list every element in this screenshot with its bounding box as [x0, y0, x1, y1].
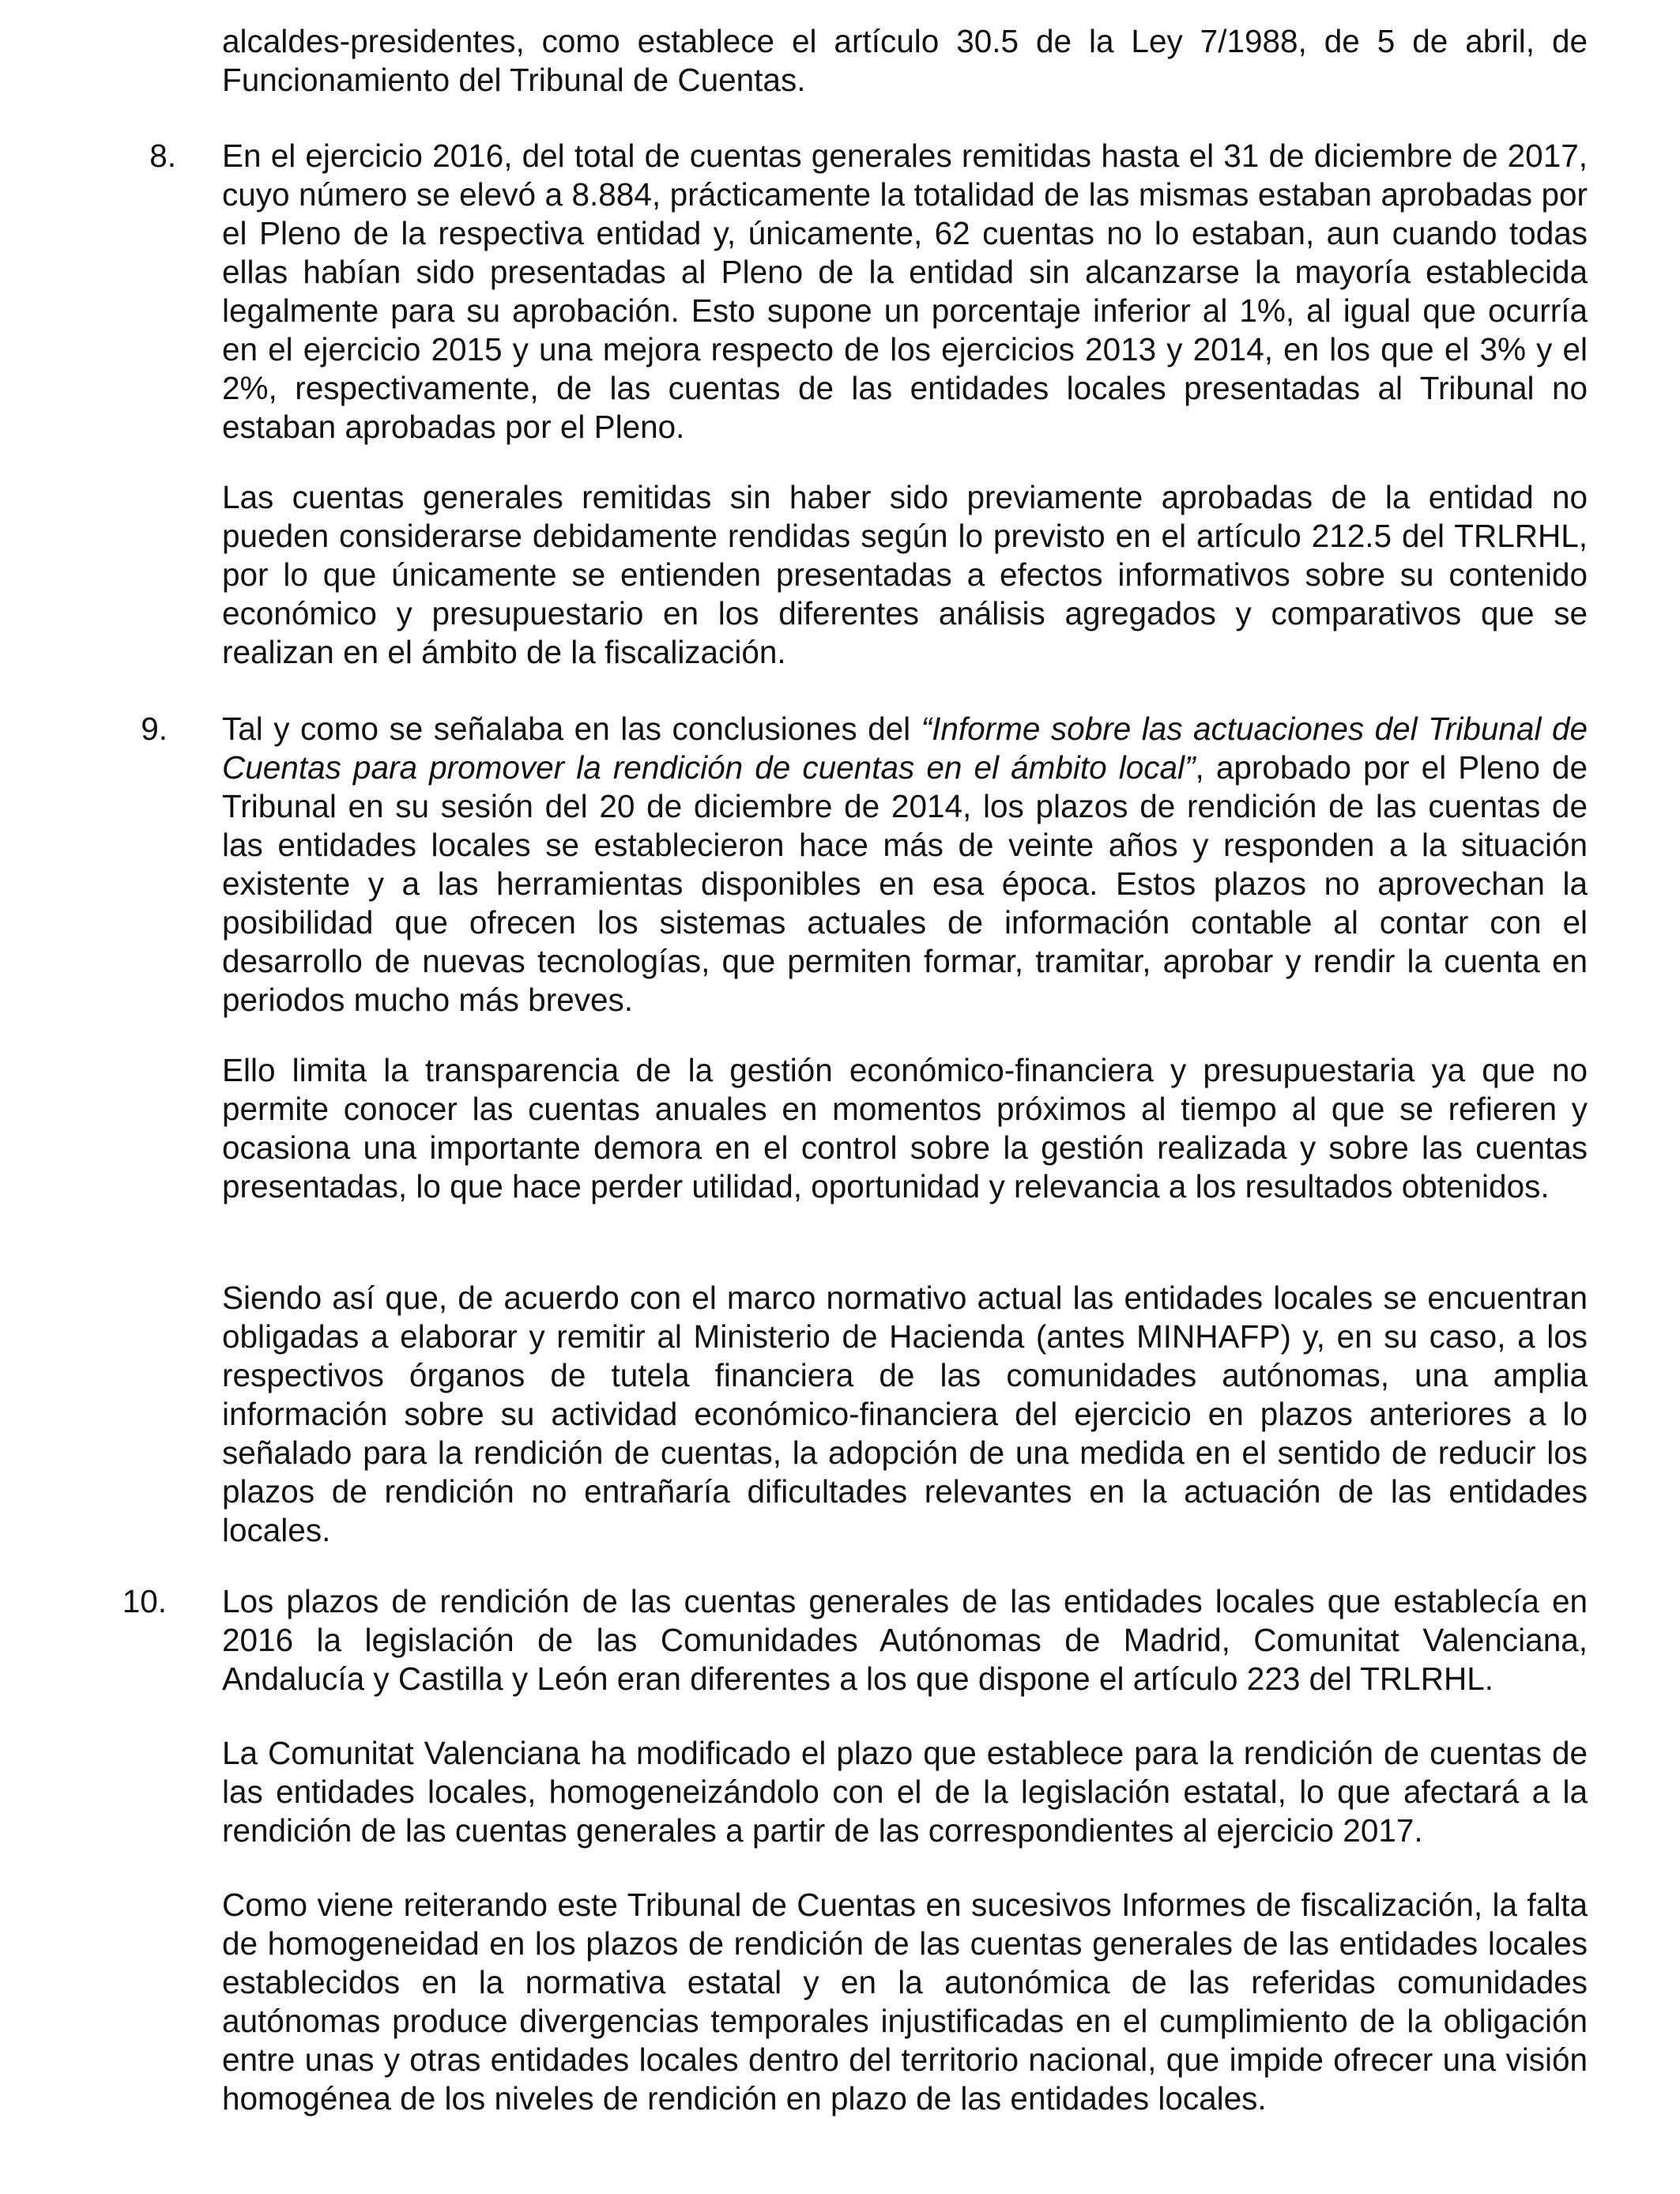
- paragraph-9-second: Ello limita la transparencia de la gestión económico-financiera y presupuestaria ya que no permite conocer las cuentas anuales en momentos próximos al tiempo al que se refieren y ocasiona una importante demora en el control sobre la gestión realizada y sobre las cuentas presentadas, lo que hace perder utilidad, oportunidad y relevancia a los resultados obtenidos.: [222, 1052, 1588, 1204]
- paragraph-9: [222, 710, 1588, 1020]
- paragraph-9-third: Siendo así que, de acuerdo con el marco normativo actual las entidades locales se encuentran obligadas a elaborar y remitir al Ministerio de Hacienda (antes MINHAFP) y, en su caso, a los respectivos órganos de tutela financiera de las comunidades autónomas, una amplia información sobre su actividad económico-financiera del ejercicio en plazos anteriores a lo señalado para la rendición de cuentas, la adopción de una medida en el sentido de reducir los plazos de rendición no entrañaría dificultades relevantes en la actuación de las entidades locales.: [222, 1280, 1588, 1548]
- paragraph-continuation: alcaldes-presidentes, como establece el artículo 30.5 de la Ley 7/1988, de 5 de abril, de Funcionamiento del Tribunal de Cuentas.: [222, 23, 1588, 98]
- paragraph-10-second: La Comunitat Valenciana ha modificado el plazo que establece para la rendición de cuentas de las entidades locales, homogeneizándolo con el de la legislación estatal, lo que afectará a la rendición de las cuentas generales a partir de las correspondientes al ejercicio 2017.: [222, 1735, 1588, 1849]
- paragraph-8-second: Las cuentas generales remitidas sin haber sido previamente aprobadas de la entidad no pueden considerarse debidamente rendidas según lo previsto en el artículo 212.5 del TRLRHL, por lo que únicamente se entienden presentadas a efectos informativos sobre su contenido económico y presupuestario en los diferentes análisis agregados y comparativos que se realizan en el ámbito de la fiscalización.: [222, 479, 1588, 670]
- paragraph-10-third: Como viene reiterando este Tribunal de Cuentas en sucesivos Informes de fiscalización, la falta de homogeneidad en los plazos de rendición de las cuentas generales de las entidades locales establecidos en la normativa estatal y en la autonómica de las referidas comunidades autónomas produce divergencias temporales injustificadas en el cumplimiento de la obligación entre unas y otras entidades locales dentro del territorio nacional, que impide ofrecer una visión homogénea de los niveles de rendición en plazo de las entidades locales.: [222, 1887, 1588, 2117]
- paragraph-number-9: 9.: [141, 711, 168, 747]
- paragraph-number-8: 8.: [149, 138, 176, 174]
- paragraph-10: Los plazos de rendición de las cuentas generales de las entidades locales que establecía en 2016 la legislación de las Comunidades Autónomas de Madrid, Comunitat Valenciana, Andalucía y Castilla y León eran diferentes a los que dispone el artículo 223 del TRLRHL.: [222, 1583, 1588, 1697]
- paragraph-8: En el ejercicio 2016, del total de cuentas generales remitidas hasta el 31 de diciembre de 2017, cuyo número se elevó a 8.884, prácticamente la totalidad de las mismas estaban aprobadas por el Pleno de la respectiva entidad y, únicamente, 62 cuentas no lo estaban, aun cuando todas ellas habían sido presentadas al Pleno de la entidad sin alcanzarse la mayoría establecida legalmente para su aprobación. Esto supone un porcentaje inferior al 1%, al igual que ocurría en el ejercicio 2015 y una mejora respecto de los ejercicios 2013 y 2014, en los que el 3% y el 2%, respectivamente, de las cuentas de las entidades locales presentadas al Tribunal no estaban aprobadas por el Pleno.: [222, 138, 1588, 445]
- paragraph-9-rest: , aprobado por el Pleno de Tribunal en su sesión del 20 de diciembre de 2014, los plazos de rendición de las cuentas de las entidades locales se establecieron hace más de veinte años y responden a la situación existente y a las herramientas disponibles en esa época. Estos plazos no aprovechan la posibilidad que ofrecen los sistemas actuales de información contable al contar con el desarrollo de nuevas tecnologías, que permiten formar, tramitar, aprobar y rendir la cuenta en periodos mucho más breves.: [222, 749, 1588, 1018]
- report-title-italic: “Informe sobre las actuaciones del Tribunal de Cuentas para promover la rendición de cuentas en el ámbito local”: [222, 711, 1588, 786]
- paragraph-number-10: 10.: [122, 1583, 167, 1619]
- paragraph-9-lead: Tal y como se señalaba en las conclusiones del: [222, 711, 921, 747]
